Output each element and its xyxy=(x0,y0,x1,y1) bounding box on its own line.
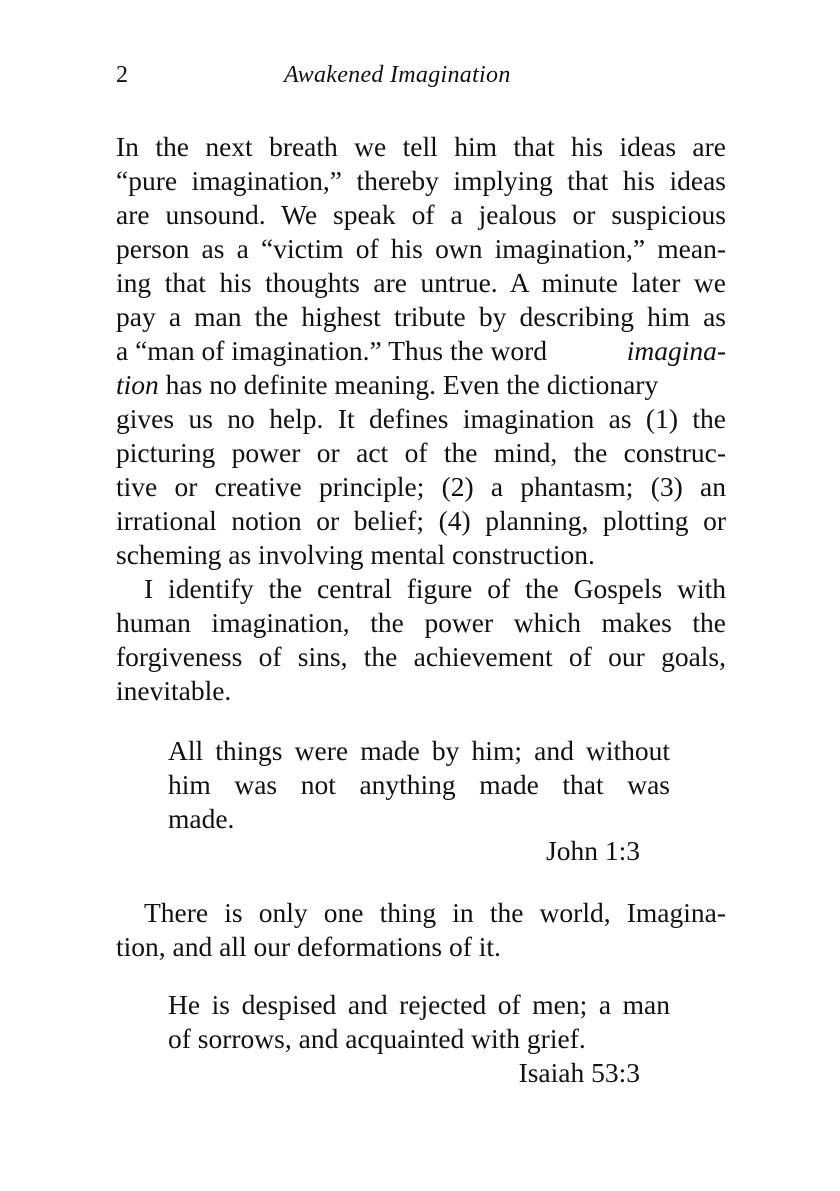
text-line: human imagination, the power which makes the xyxy=(116,607,726,638)
text-line: person as a “victim of his own imagination,” mean- xyxy=(116,233,726,264)
text-line: scheming as involving mental construction. xyxy=(116,539,595,570)
text-line xyxy=(116,368,726,402)
quote-line: He is despised and rejected of men; a man xyxy=(168,989,670,1020)
quote-line: him was not anything made that was xyxy=(168,769,670,800)
scripture-reference: Isaiah 53:3 xyxy=(518,1057,640,1088)
italic-term: imagina- xyxy=(626,335,726,366)
text-line: inevitable. xyxy=(116,675,232,706)
text-line: tive or creative principle; (2) a phantasm; (3) an xyxy=(116,471,726,502)
text-line: “pure imagination,” thereby implying that his ideas xyxy=(116,165,726,196)
quote-line: All things were made by him; and without xyxy=(168,735,670,766)
text-line: tion, and all our deformations of it. xyxy=(116,931,501,962)
text-segment: a “man of imagination.” Thus the word xyxy=(116,335,554,366)
page-header xyxy=(116,62,726,96)
text-line: gives us no help. It defines imagination as (1) the xyxy=(116,403,726,434)
text-line: There is only one thing in the world, Imagina- xyxy=(144,897,726,928)
scripture-reference: John 1:3 xyxy=(546,835,640,866)
text-line: are unsound. We speak of a jealous or suspicious xyxy=(116,199,726,230)
italic-term: tion xyxy=(116,369,159,400)
page-number: 2 xyxy=(116,62,128,88)
text-line xyxy=(116,334,726,368)
text-line: picturing power or act of the mind, the construc- xyxy=(116,437,726,468)
text-line: ing that his thoughts are untrue. A minute later we xyxy=(116,267,726,298)
text-line: pay a man the highest tribute by describing him as xyxy=(116,301,726,332)
text-line: I identify the central figure of the Gospels with xyxy=(144,573,726,604)
quote-line: made. xyxy=(168,803,235,834)
quote-line: of sorrows, and acquainted with grief. xyxy=(168,1023,586,1054)
text-line: In the next breath we tell him that his ideas are xyxy=(116,131,726,162)
text-line: forgiveness of sins, the achievement of our goals, xyxy=(116,641,726,672)
text-segment: has no definite meaning. Even the dictionary xyxy=(158,369,659,400)
text-line: irrational notion or belief; (4) planning, plotting or xyxy=(116,505,726,536)
running-title: Awakened Imagination xyxy=(284,62,511,88)
